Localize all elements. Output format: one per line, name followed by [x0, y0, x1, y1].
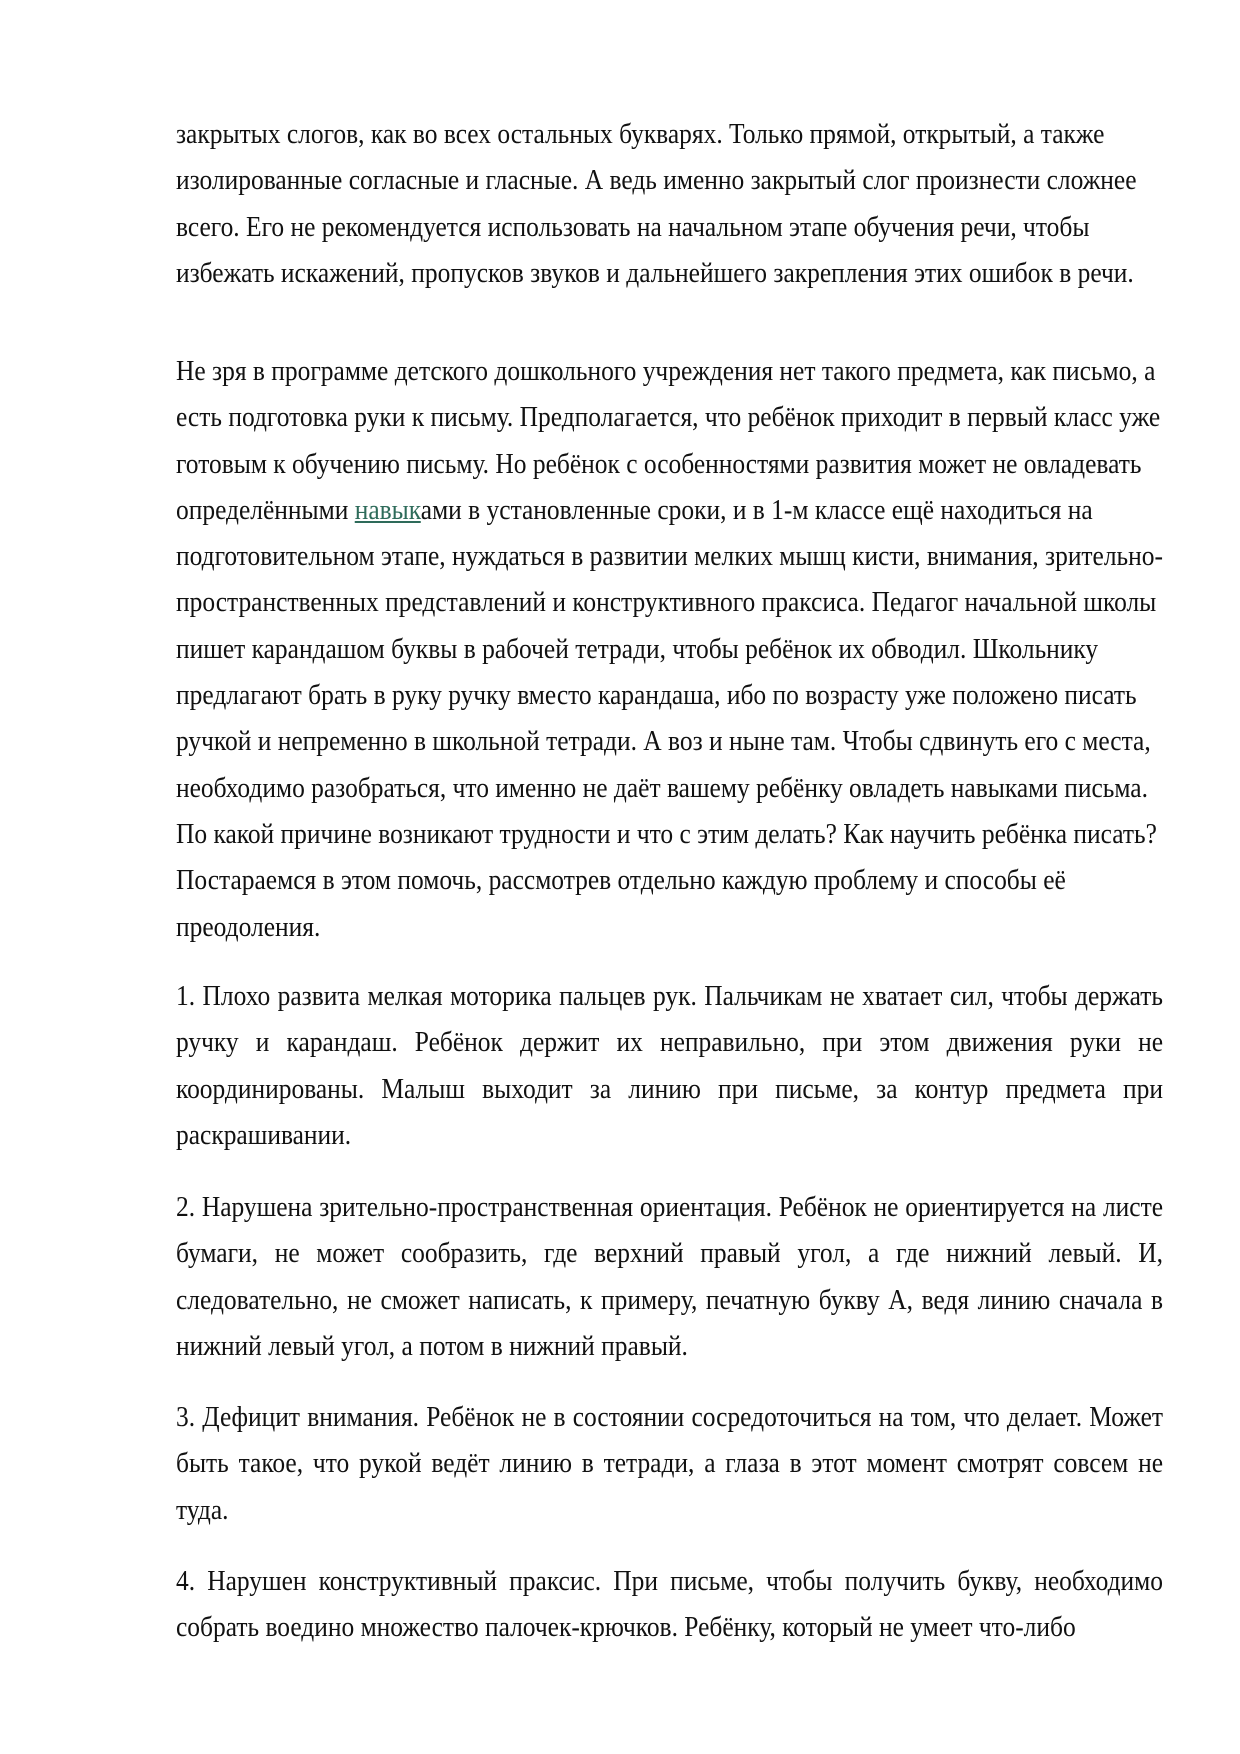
text-line: готовым к обучению письму. Но ребёнок с особенностями развития может не овладевать — [176, 448, 1142, 480]
paragraph — [176, 974, 1163, 1159]
paragraph — [176, 112, 1163, 297]
text-line: нижний левый угол, а потом в нижний правый. — [176, 1330, 688, 1362]
text-line: быть такое, что рукой ведёт линию в тетради, а глаза в этот момент смотрят совсем не — [176, 1448, 1163, 1480]
text-line: следовательно, не сможет написать, к примеру, печатную букву А, ведя линию сначала в — [176, 1284, 1163, 1316]
text-line: подготовительном этапе, нуждаться в развитии мелких мышц кисти, внимания, зрительно- — [176, 541, 1163, 573]
paragraph — [176, 349, 1163, 951]
text-line: ручку и карандаш. Ребёнок держит их неправильно, при этом движения руки не — [176, 1027, 1163, 1059]
paragraph — [176, 1395, 1163, 1534]
text-line: пишет карандашом буквы в рабочей тетради, чтобы ребёнок их обводил. Школьнику — [176, 633, 1099, 665]
text-line: предлагают брать в руку ручку вместо карандаша, ибо по возрасту уже положено писать — [176, 680, 1137, 712]
text-line: 3. Дефицит внимания. Ребёнок не в состоянии сосредоточиться на том, что делает. Может — [176, 1402, 1163, 1433]
text-segment: ами в установленные сроки, и в 1-м классе ещё находиться на — [420, 494, 1093, 526]
paragraph — [176, 1559, 1163, 1652]
text-line: есть подготовка руки к письму. Предполагается, что ребёнок приходит в первый класс уже — [176, 402, 1161, 434]
text-line: 1. Плохо развита мелкая моторика пальцев рук. Пальчикам не хватает сил, чтобы держать — [176, 981, 1163, 1012]
text-line: собрать воедино множество палочек-крючков. Ребёнку, который не умеет что-либо — [176, 1612, 1076, 1644]
text-line: 2. Нарушена зрительно-пространственная ориентация. Ребёнок не ориентируется на листе — [176, 1192, 1163, 1223]
text-line: всего. Его не рекомендуется использовать на начальном этапе обучения речи, чтобы — [176, 211, 1090, 243]
text-line: бумаги, не может сообразить, где верхний правый угол, а где нижний левый. И, — [176, 1238, 1163, 1270]
skills-link[interactable]: навык — [354, 494, 421, 526]
text-line: Постараемся в этом помочь, рассмотрев отдельно каждую проблему и способы её — [176, 865, 1066, 897]
text-line — [176, 488, 1163, 534]
text-line: 4. Нарушен конструктивный праксис. При письме, чтобы получить букву, необходимо — [176, 1566, 1163, 1597]
text-line: закрытых слогов, как во всех остальных букварях. Только прямой, открытый, а также — [176, 119, 1105, 150]
paragraph — [176, 1185, 1163, 1370]
text-line: преодоления. — [176, 911, 321, 943]
text-line: ручкой и непременно в школьной тетради. А воз и ныне там. Чтобы сдвинуть его с места, — [176, 726, 1151, 758]
text-line: изолированные согласные и гласные. А ведь именно закрытый слог произнести сложнее — [176, 165, 1137, 197]
text-line: Не зря в программе детского дошкольного учреждения нет такого предмета, как письмо, а — [176, 356, 1156, 387]
text-line: необходимо разобраться, что именно не даёт вашему ребёнку овладеть навыками письма. — [176, 772, 1148, 804]
text-line: пространственных представлений и конструктивного праксиса. Педагог начальной школы — [176, 587, 1157, 619]
text-line: раскрашивании. — [176, 1119, 352, 1151]
text-line: избежать искажений, пропусков звуков и дальнейшего закрепления этих ошибок в речи. — [176, 257, 1134, 289]
text-line: По какой причине возникают трудности и что с этим делать? Как научить ребёнка писать? — [176, 818, 1157, 850]
text-segment: определёнными — [176, 494, 355, 526]
text-line: туда. — [176, 1494, 229, 1526]
text-line: координированы. Малыш выходит за линию при письме, за контур предмета при — [176, 1073, 1163, 1105]
